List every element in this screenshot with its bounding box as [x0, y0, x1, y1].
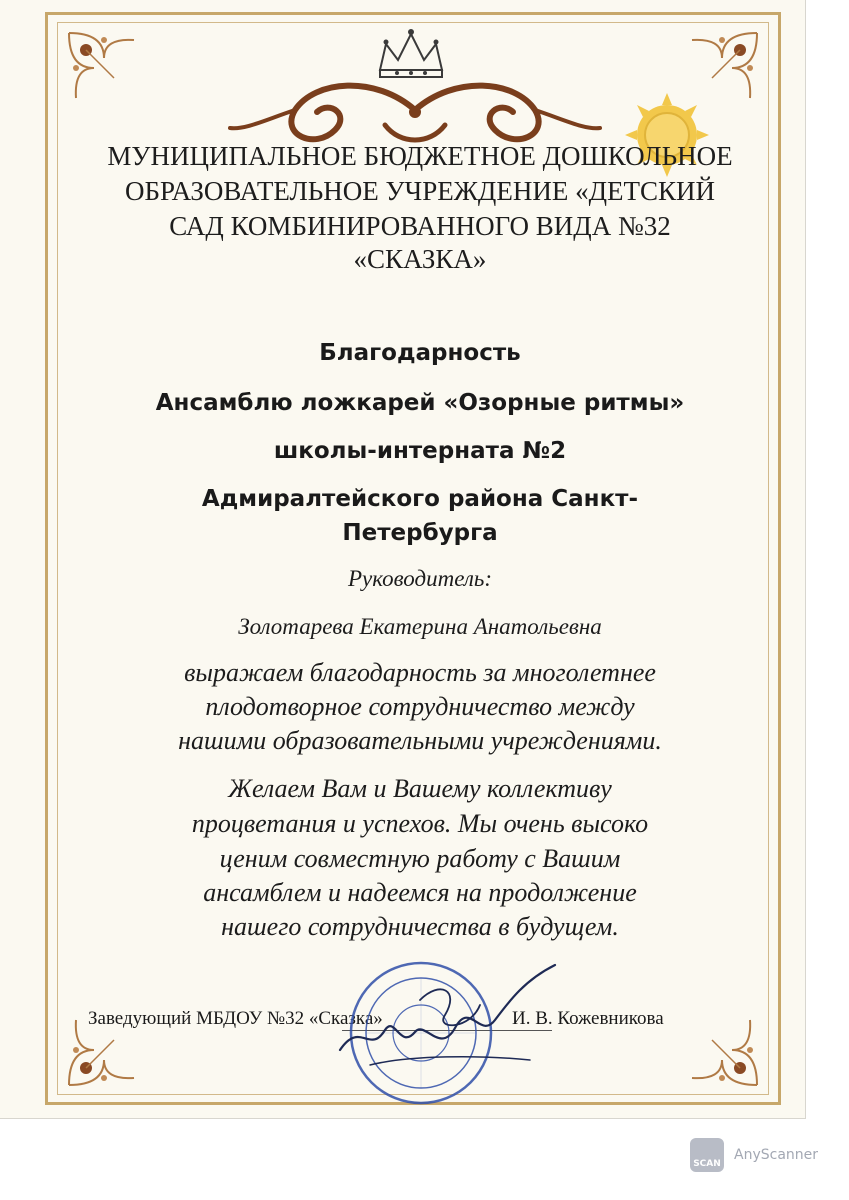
- institution-name-line: ОБРАЗОВАТЕЛЬНОЕ УЧРЕЖДЕНИЕ «ДЕТСКИЙ: [125, 176, 715, 206]
- scanner-watermark: [690, 1138, 818, 1172]
- institution-name-line: «СКАЗКА»: [353, 244, 487, 274]
- scanner-app-icon: SCAN: [690, 1138, 724, 1172]
- recipient-line: школы-интерната №2: [273, 438, 567, 464]
- gratitude-line: нашими образовательными учреждениями.: [178, 726, 662, 755]
- wish-line: Желаем Вам и Вашему коллективу: [228, 774, 612, 803]
- wish-line: процветания и успехов. Мы очень высоко: [191, 809, 649, 838]
- leader-label: Руководитель:: [347, 566, 493, 591]
- recipient-line: Петербурга: [342, 520, 498, 546]
- wish-line: нашего сотрудничества в будущем.: [221, 912, 619, 941]
- institution-name-line: МУНИЦИПАЛЬНОЕ БЮДЖЕТНОЕ ДОШКОЛЬНОЕ: [107, 141, 733, 171]
- corner-ornament-icon: [682, 1010, 762, 1090]
- certificate-title: Благодарность: [319, 340, 521, 366]
- corner-ornament-icon: [64, 28, 144, 108]
- institution-name-line: САД КОМБИНИРОВАННОГО ВИДА №32: [169, 211, 671, 241]
- leader-name: Золотарева Екатерина Анатольевна: [238, 614, 602, 639]
- gratitude-line: плодотворное сотрудничество между: [205, 692, 635, 721]
- handwritten-signature-icon: [330, 960, 560, 1070]
- wish-line: ценим совместную работу с Вашим: [219, 844, 621, 873]
- wish-line: ансамблем и надеемся на продолжение: [203, 878, 637, 907]
- signatory-name: И. В. Кожевникова: [512, 1008, 664, 1029]
- gratitude-line: выражаем благодарность за многолетнее: [184, 658, 656, 687]
- scanner-app-name: AnyScanner: [734, 1147, 819, 1163]
- recipient-line: Ансамблю ложкарей «Озорные ритмы»: [155, 390, 685, 416]
- signatory-position: Заведующий МБДОУ №32 «Сказка»: [88, 1008, 383, 1029]
- recipient-line: Адмиралтейского района Санкт-: [201, 486, 639, 512]
